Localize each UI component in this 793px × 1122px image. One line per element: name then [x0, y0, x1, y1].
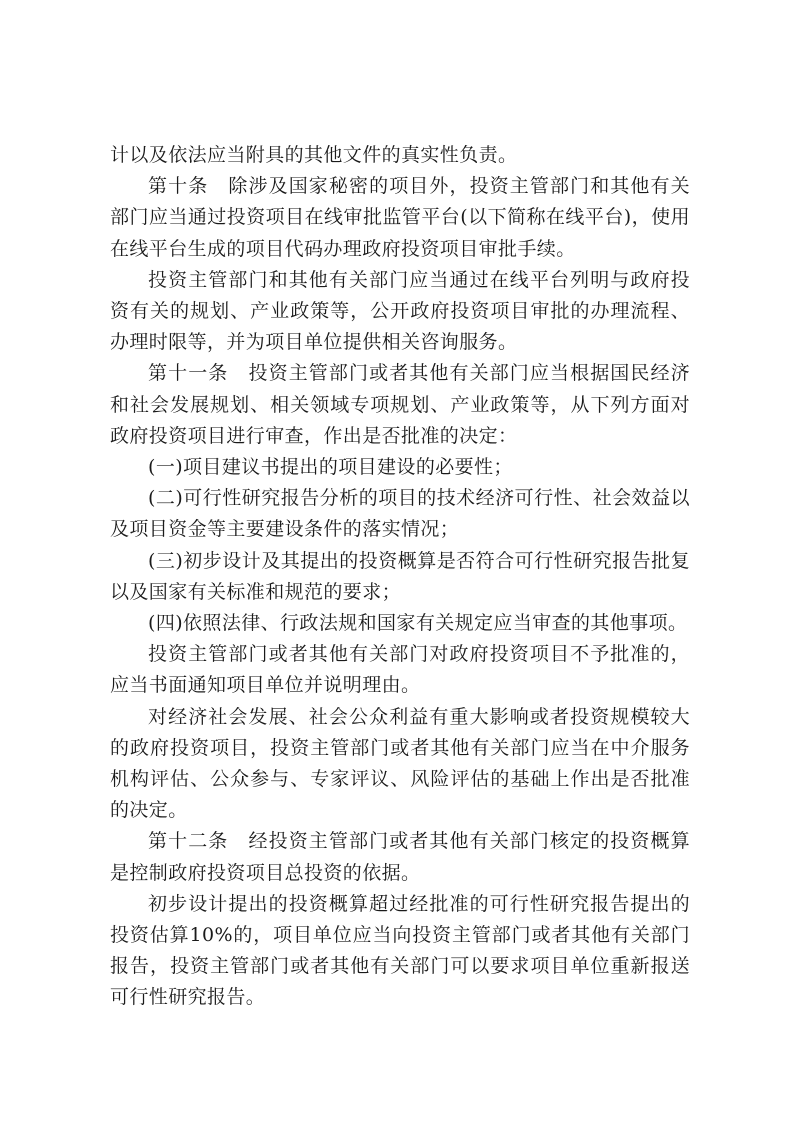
paragraph-continuation: 计以及依法应当附具的其他文件的真实性负责。: [110, 144, 518, 166]
article-11-paragraph-2: 投资主管部门或者其他有关部门对政府投资项目不予批准的，应当书面通知项目单位并说明理由。: [110, 643, 690, 697]
article-12-paragraph: 第十二条 经投资主管部门或者其他有关部门核定的投资概算是控制政府投资项目总投资的依据。: [110, 830, 690, 884]
article-11-item-2: (二)可行性研究报告分析的项目的技术经济可行性、社会效益以及项目资金等主要建设条件的落实情况；: [110, 487, 690, 541]
document-page: [110, 140, 690, 1014]
article-11-item-1: (一)项目建议书提出的项目建设的必要性；: [148, 456, 513, 479]
article-11-paragraph-3: 对经济社会发展、社会公众利益有重大影响或者投资规模较大的政府投资项目，投资主管部门或者其他有关部门应当在中介服务机构评估、公众参与、专家评议、风险评估的基础上作出是否批准的决定。: [110, 705, 690, 822]
article-10-paragraph-2: 投资主管部门和其他有关部门应当通过在线平台列明与政府投资有关的规划、产业政策等，公开政府投资项目审批的办理流程、办理时限等，并为项目单位提供相关咨询服务。: [110, 268, 690, 354]
article-12-paragraph-2: 初步设计提出的投资概算超过经批准的可行性研究报告提出的投资估算10%的，项目单位应当向投资主管部门或者其他有关部门报告，投资主管部门或者其他有关部门可以要求项目单位重新报送可行性研究报告。: [110, 892, 690, 1009]
article-11-item-3: (三)初步设计及其提出的投资概算是否符合可行性研究报告批复以及国家有关标准和规范的要求；: [110, 549, 690, 603]
article-11-item-4: (四)依照法律、行政法规和国家有关规定应当审查的其他事项。: [148, 612, 688, 635]
article-11-paragraph: 第十一条 投资主管部门或者其他有关部门应当根据国民经济和社会发展规划、相关领域专项规划、产业政策等，从下列方面对政府投资项目进行审查，作出是否批准的决定：: [110, 362, 690, 447]
article-10-paragraph: 第十条 除涉及国家秘密的项目外，投资主管部门和其他有关部门应当通过投资项目在线审批监管平台(以下简称在线平台)，使用在线平台生成的项目代码办理政府投资项目审批手续。: [110, 175, 690, 260]
